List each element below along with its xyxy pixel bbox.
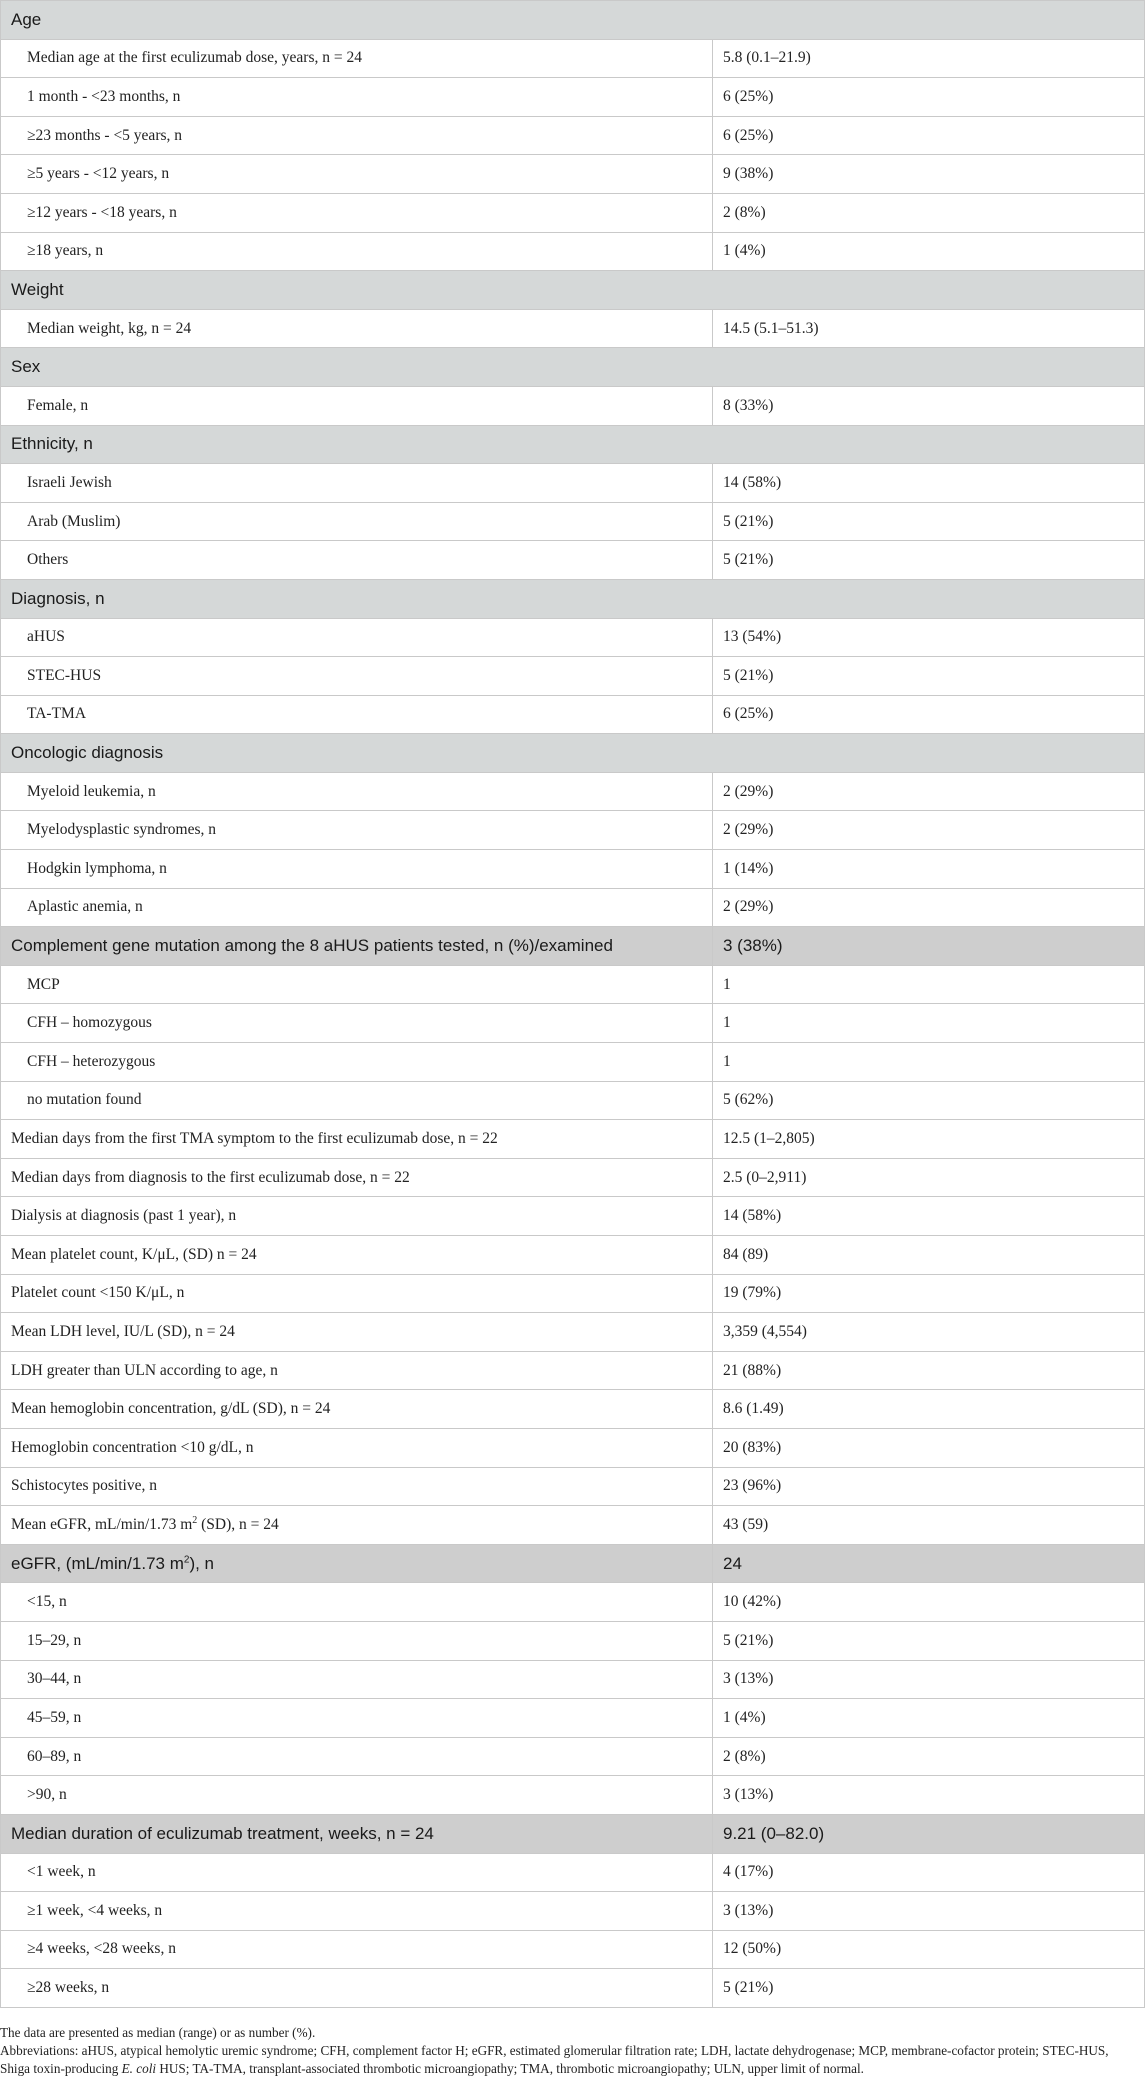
row-label <box>1 1197 713 1236</box>
row-label <box>1 386 713 425</box>
table-row <box>1 39 1145 78</box>
row-value: 1 (4%) <box>713 232 1145 271</box>
label-text: no mutation found <box>27 1091 142 1109</box>
row-value: 1 <box>713 965 1145 1004</box>
row-label <box>1 1467 713 1506</box>
row-label <box>1 1506 713 1545</box>
table-body <box>1 1 1145 2008</box>
table-row <box>1 1467 1145 1506</box>
section-value: 24 <box>713 1544 1145 1583</box>
row-value: 1 (4%) <box>713 1699 1145 1738</box>
table-row <box>1 232 1145 271</box>
table-row <box>1 1004 1145 1043</box>
table-row <box>1 1428 1145 1467</box>
section-label <box>1 734 1145 773</box>
label-text: MCP <box>27 975 60 993</box>
table-row <box>1 1043 1145 1082</box>
row-label <box>1 1699 713 1738</box>
row-value: 5 (21%) <box>713 1621 1145 1660</box>
row-value: 5 (21%) <box>713 502 1145 541</box>
table-row <box>1 1660 1145 1699</box>
row-label <box>1 1660 713 1699</box>
section-header-row <box>1 734 1145 773</box>
row-label <box>1 464 713 503</box>
row-label <box>1 1853 713 1892</box>
table-row <box>1 1236 1145 1275</box>
row-value: 6 (25%) <box>713 695 1145 734</box>
row-label <box>1 78 713 117</box>
table-row <box>1 1969 1145 2008</box>
abbreviations-text: Abbreviations: aHUS, atypical hemolytic uremic syndrome; CFH, complement factor H; eGFR, estimated glomerular filtration rate; LDH, lactate dehydrogenase; MCP, membrane-cofactor protein; STEC-HUS, Shiga toxin-producing <box>0 2043 1109 2076</box>
row-value: 84 (89) <box>713 1236 1145 1275</box>
row-label <box>1 1236 713 1275</box>
table-row <box>1 1158 1145 1197</box>
row-label <box>1 116 713 155</box>
row-value: 3 (13%) <box>713 1776 1145 1815</box>
row-label <box>1 1737 713 1776</box>
table-row <box>1 1351 1145 1390</box>
row-label <box>1 811 713 850</box>
label-text: Schistocytes positive, n <box>11 1477 157 1495</box>
row-value: 8.6 (1.49) <box>713 1390 1145 1429</box>
label-text: Diagnosis, n <box>11 588 105 608</box>
section-label <box>1 348 1145 387</box>
label-text: Median days from diagnosis to the first eculizumab dose, n = 22 <box>11 1168 410 1186</box>
row-value: 5 (21%) <box>713 1969 1145 2008</box>
label-text: eGFR, (mL/min/1.73 m <box>11 1553 184 1573</box>
row-label <box>1 1583 713 1622</box>
table-row <box>1 1120 1145 1159</box>
row-value: 5 (62%) <box>713 1081 1145 1120</box>
row-value: 2 (29%) <box>713 888 1145 927</box>
section-header-row <box>1 1544 1145 1583</box>
row-label <box>1 1969 713 2008</box>
label-text: ≥12 years - <18 years, n <box>27 203 177 221</box>
row-value: 8 (33%) <box>713 386 1145 425</box>
table-row <box>1 772 1145 811</box>
row-value: 12 (50%) <box>713 1930 1145 1969</box>
row-value: 2.5 (0–2,911) <box>713 1158 1145 1197</box>
label-text-end: ), n <box>189 1553 214 1573</box>
row-value: 2 (29%) <box>713 811 1145 850</box>
section-label <box>1 271 1145 310</box>
row-label <box>1 1081 713 1120</box>
row-value: 12.5 (1–2,805) <box>713 1120 1145 1159</box>
label-text: >90, n <box>27 1786 67 1804</box>
table-row <box>1 1621 1145 1660</box>
row-value: 23 (96%) <box>713 1467 1145 1506</box>
label-text: 15–29, n <box>27 1631 82 1649</box>
label-text: Arab (Muslim) <box>27 512 121 530</box>
section-header-row <box>1 1814 1145 1853</box>
table-row <box>1 1583 1145 1622</box>
section-label <box>1 579 1145 618</box>
label-text: Mean eGFR, mL/min/1.73 m <box>11 1515 193 1533</box>
section-label <box>1 1544 713 1583</box>
row-value: 3 (13%) <box>713 1892 1145 1931</box>
label-text: LDH greater than ULN according to age, n <box>11 1361 278 1379</box>
label-text: ≥4 weeks, <28 weeks, n <box>27 1940 176 1958</box>
label-text: CFH – homozygous <box>27 1014 152 1032</box>
label-text: Sex <box>11 357 41 377</box>
label-text: Mean hemoglobin concentration, g/dL (SD), n = 24 <box>11 1400 331 1418</box>
row-value: 43 (59) <box>713 1506 1145 1545</box>
row-value: 5.8 (0.1–21.9) <box>713 39 1145 78</box>
row-label <box>1 232 713 271</box>
label-text: 30–44, n <box>27 1670 82 1688</box>
label-text: Complement gene mutation among the 8 aHUS patients tested, n (%)/examined <box>11 936 613 956</box>
label-text: 45–59, n <box>27 1708 82 1726</box>
label-text: Age <box>11 9 42 29</box>
row-value: 3 (13%) <box>713 1660 1145 1699</box>
row-label <box>1 1621 713 1660</box>
label-text: STEC-HUS <box>27 666 102 684</box>
row-value: 19 (79%) <box>713 1274 1145 1313</box>
row-label <box>1 1351 713 1390</box>
row-value: 20 (83%) <box>713 1428 1145 1467</box>
row-label <box>1 1274 713 1313</box>
row-value: 2 (8%) <box>713 193 1145 232</box>
table-row <box>1 1197 1145 1236</box>
label-text: Mean LDH level, IU/L (SD), n = 24 <box>11 1322 235 1340</box>
label-text: Median duration of eculizumab treatment, weeks, n = 24 <box>11 1823 434 1843</box>
label-text: Hodgkin lymphoma, n <box>27 859 167 877</box>
row-value: 4 (17%) <box>713 1853 1145 1892</box>
label-text: Median days from the first TMA symptom to the first eculizumab dose, n = 22 <box>11 1130 498 1148</box>
label-text-end: (SD), n = 24 <box>197 1515 279 1533</box>
row-label <box>1 1930 713 1969</box>
row-label <box>1 1120 713 1159</box>
label-text: Israeli Jewish <box>27 473 112 491</box>
section-header-row <box>1 927 1145 966</box>
table-row <box>1 116 1145 155</box>
section-header-row <box>1 271 1145 310</box>
row-label <box>1 1313 713 1352</box>
row-label <box>1 1004 713 1043</box>
table-row <box>1 1737 1145 1776</box>
row-value: 3,359 (4,554) <box>713 1313 1145 1352</box>
label-text: <15, n <box>27 1593 67 1611</box>
table-row <box>1 464 1145 503</box>
section-header-row <box>1 425 1145 464</box>
row-label <box>1 1158 713 1197</box>
table-row <box>1 1081 1145 1120</box>
section-value: 3 (38%) <box>713 927 1145 966</box>
table-row <box>1 888 1145 927</box>
table-row <box>1 1892 1145 1931</box>
label-text: Median weight, kg, n = 24 <box>27 319 192 337</box>
row-label <box>1 155 713 194</box>
row-value: 13 (54%) <box>713 618 1145 657</box>
row-label <box>1 541 713 580</box>
label-text: Others <box>27 551 69 569</box>
table-row <box>1 155 1145 194</box>
row-value: 21 (88%) <box>713 1351 1145 1390</box>
table-row <box>1 1699 1145 1738</box>
table-row <box>1 811 1145 850</box>
row-label <box>1 309 713 348</box>
row-label <box>1 1428 713 1467</box>
label-text: Platelet count <150 K/μL, n <box>11 1284 185 1302</box>
table-footnotes <box>0 2024 1140 2078</box>
row-value: 14.5 (5.1–51.3) <box>713 309 1145 348</box>
row-label <box>1 1892 713 1931</box>
row-label <box>1 772 713 811</box>
label-text: TA-TMA <box>27 705 87 723</box>
row-label <box>1 618 713 657</box>
row-label <box>1 1043 713 1082</box>
section-label <box>1 1 1145 40</box>
abbreviations-text-end: HUS; TA-TMA, transplant-associated thrombotic microangiopathy; TMA, thrombotic microangiopathy; ULN, upper limit of normal. <box>156 2061 864 2076</box>
section-label <box>1 425 1145 464</box>
label-text: ≥28 weeks, n <box>27 1979 110 1997</box>
table-row <box>1 850 1145 889</box>
table-row <box>1 1506 1145 1545</box>
label-text: ≥5 years - <12 years, n <box>27 165 170 183</box>
row-value: 1 <box>713 1043 1145 1082</box>
table-row <box>1 965 1145 1004</box>
section-header-row <box>1 348 1145 387</box>
table-row <box>1 193 1145 232</box>
table-row <box>1 502 1145 541</box>
label-text: Aplastic anemia, n <box>27 898 143 916</box>
row-value: 2 (8%) <box>713 1737 1145 1776</box>
row-label <box>1 193 713 232</box>
label-text: CFH – heterozygous <box>27 1052 156 1070</box>
table-row <box>1 541 1145 580</box>
table-row <box>1 1776 1145 1815</box>
label-text: Ethnicity, n <box>11 434 93 454</box>
section-header-row <box>1 579 1145 618</box>
table-row <box>1 78 1145 117</box>
table-row <box>1 1390 1145 1429</box>
abbreviations-italic: E. coli <box>121 2061 157 2076</box>
row-value: 2 (29%) <box>713 772 1145 811</box>
label-text: 1 month - <23 months, n <box>27 87 181 105</box>
label-text: ≥18 years, n <box>27 242 104 260</box>
table-row <box>1 618 1145 657</box>
row-label <box>1 502 713 541</box>
label-text: 60–89, n <box>27 1747 82 1765</box>
section-header-row <box>1 1 1145 40</box>
label-text: <1 week, n <box>27 1863 96 1881</box>
label-text: Dialysis at diagnosis (past 1 year), n <box>11 1207 237 1225</box>
label-text: Median age at the first eculizumab dose, years, n = 24 <box>27 49 362 67</box>
row-value: 14 (58%) <box>713 1197 1145 1236</box>
label-text: Hemoglobin concentration <10 g/dL, n <box>11 1438 254 1456</box>
row-value: 9 (38%) <box>713 155 1145 194</box>
label-text: ≥1 week, <4 weeks, n <box>27 1901 163 1919</box>
footnote-data-presentation: The data are presented as median (range) or as number (%). <box>0 2025 316 2040</box>
row-value: 10 (42%) <box>713 1583 1145 1622</box>
table-row <box>1 1274 1145 1313</box>
table-row <box>1 657 1145 696</box>
label-text: aHUS <box>27 628 65 646</box>
row-label <box>1 657 713 696</box>
table-row <box>1 1930 1145 1969</box>
footnote-abbreviations <box>0 2042 1140 2078</box>
section-label <box>1 1814 713 1853</box>
row-label <box>1 1776 713 1815</box>
row-label <box>1 850 713 889</box>
label-text: Oncologic diagnosis <box>11 743 164 763</box>
label-text: Mean platelet count, K/μL, (SD) n = 24 <box>11 1245 257 1263</box>
row-value: 6 (25%) <box>713 78 1145 117</box>
row-value: 1 <box>713 1004 1145 1043</box>
row-label <box>1 888 713 927</box>
row-value: 1 (14%) <box>713 850 1145 889</box>
label-text: Myeloid leukemia, n <box>27 782 156 800</box>
label-text: Weight <box>11 279 64 299</box>
table-row <box>1 1853 1145 1892</box>
section-value: 9.21 (0–82.0) <box>713 1814 1145 1853</box>
table-row <box>1 386 1145 425</box>
row-value: 14 (58%) <box>713 464 1145 503</box>
section-label <box>1 927 713 966</box>
row-label <box>1 39 713 78</box>
row-value: 5 (21%) <box>713 541 1145 580</box>
label-text: Myelodysplastic syndromes, n <box>27 821 216 839</box>
label-superscript: 2 <box>192 1514 198 1526</box>
table-row <box>1 309 1145 348</box>
row-label <box>1 1390 713 1429</box>
label-text: ≥23 months - <5 years, n <box>27 126 183 144</box>
row-label <box>1 695 713 734</box>
row-label <box>1 965 713 1004</box>
table-row <box>1 1313 1145 1352</box>
label-text: Female, n <box>27 396 89 414</box>
table-row <box>1 695 1145 734</box>
row-value: 6 (25%) <box>713 116 1145 155</box>
label-superscript: 2 <box>183 1553 190 1565</box>
row-value: 5 (21%) <box>713 657 1145 696</box>
